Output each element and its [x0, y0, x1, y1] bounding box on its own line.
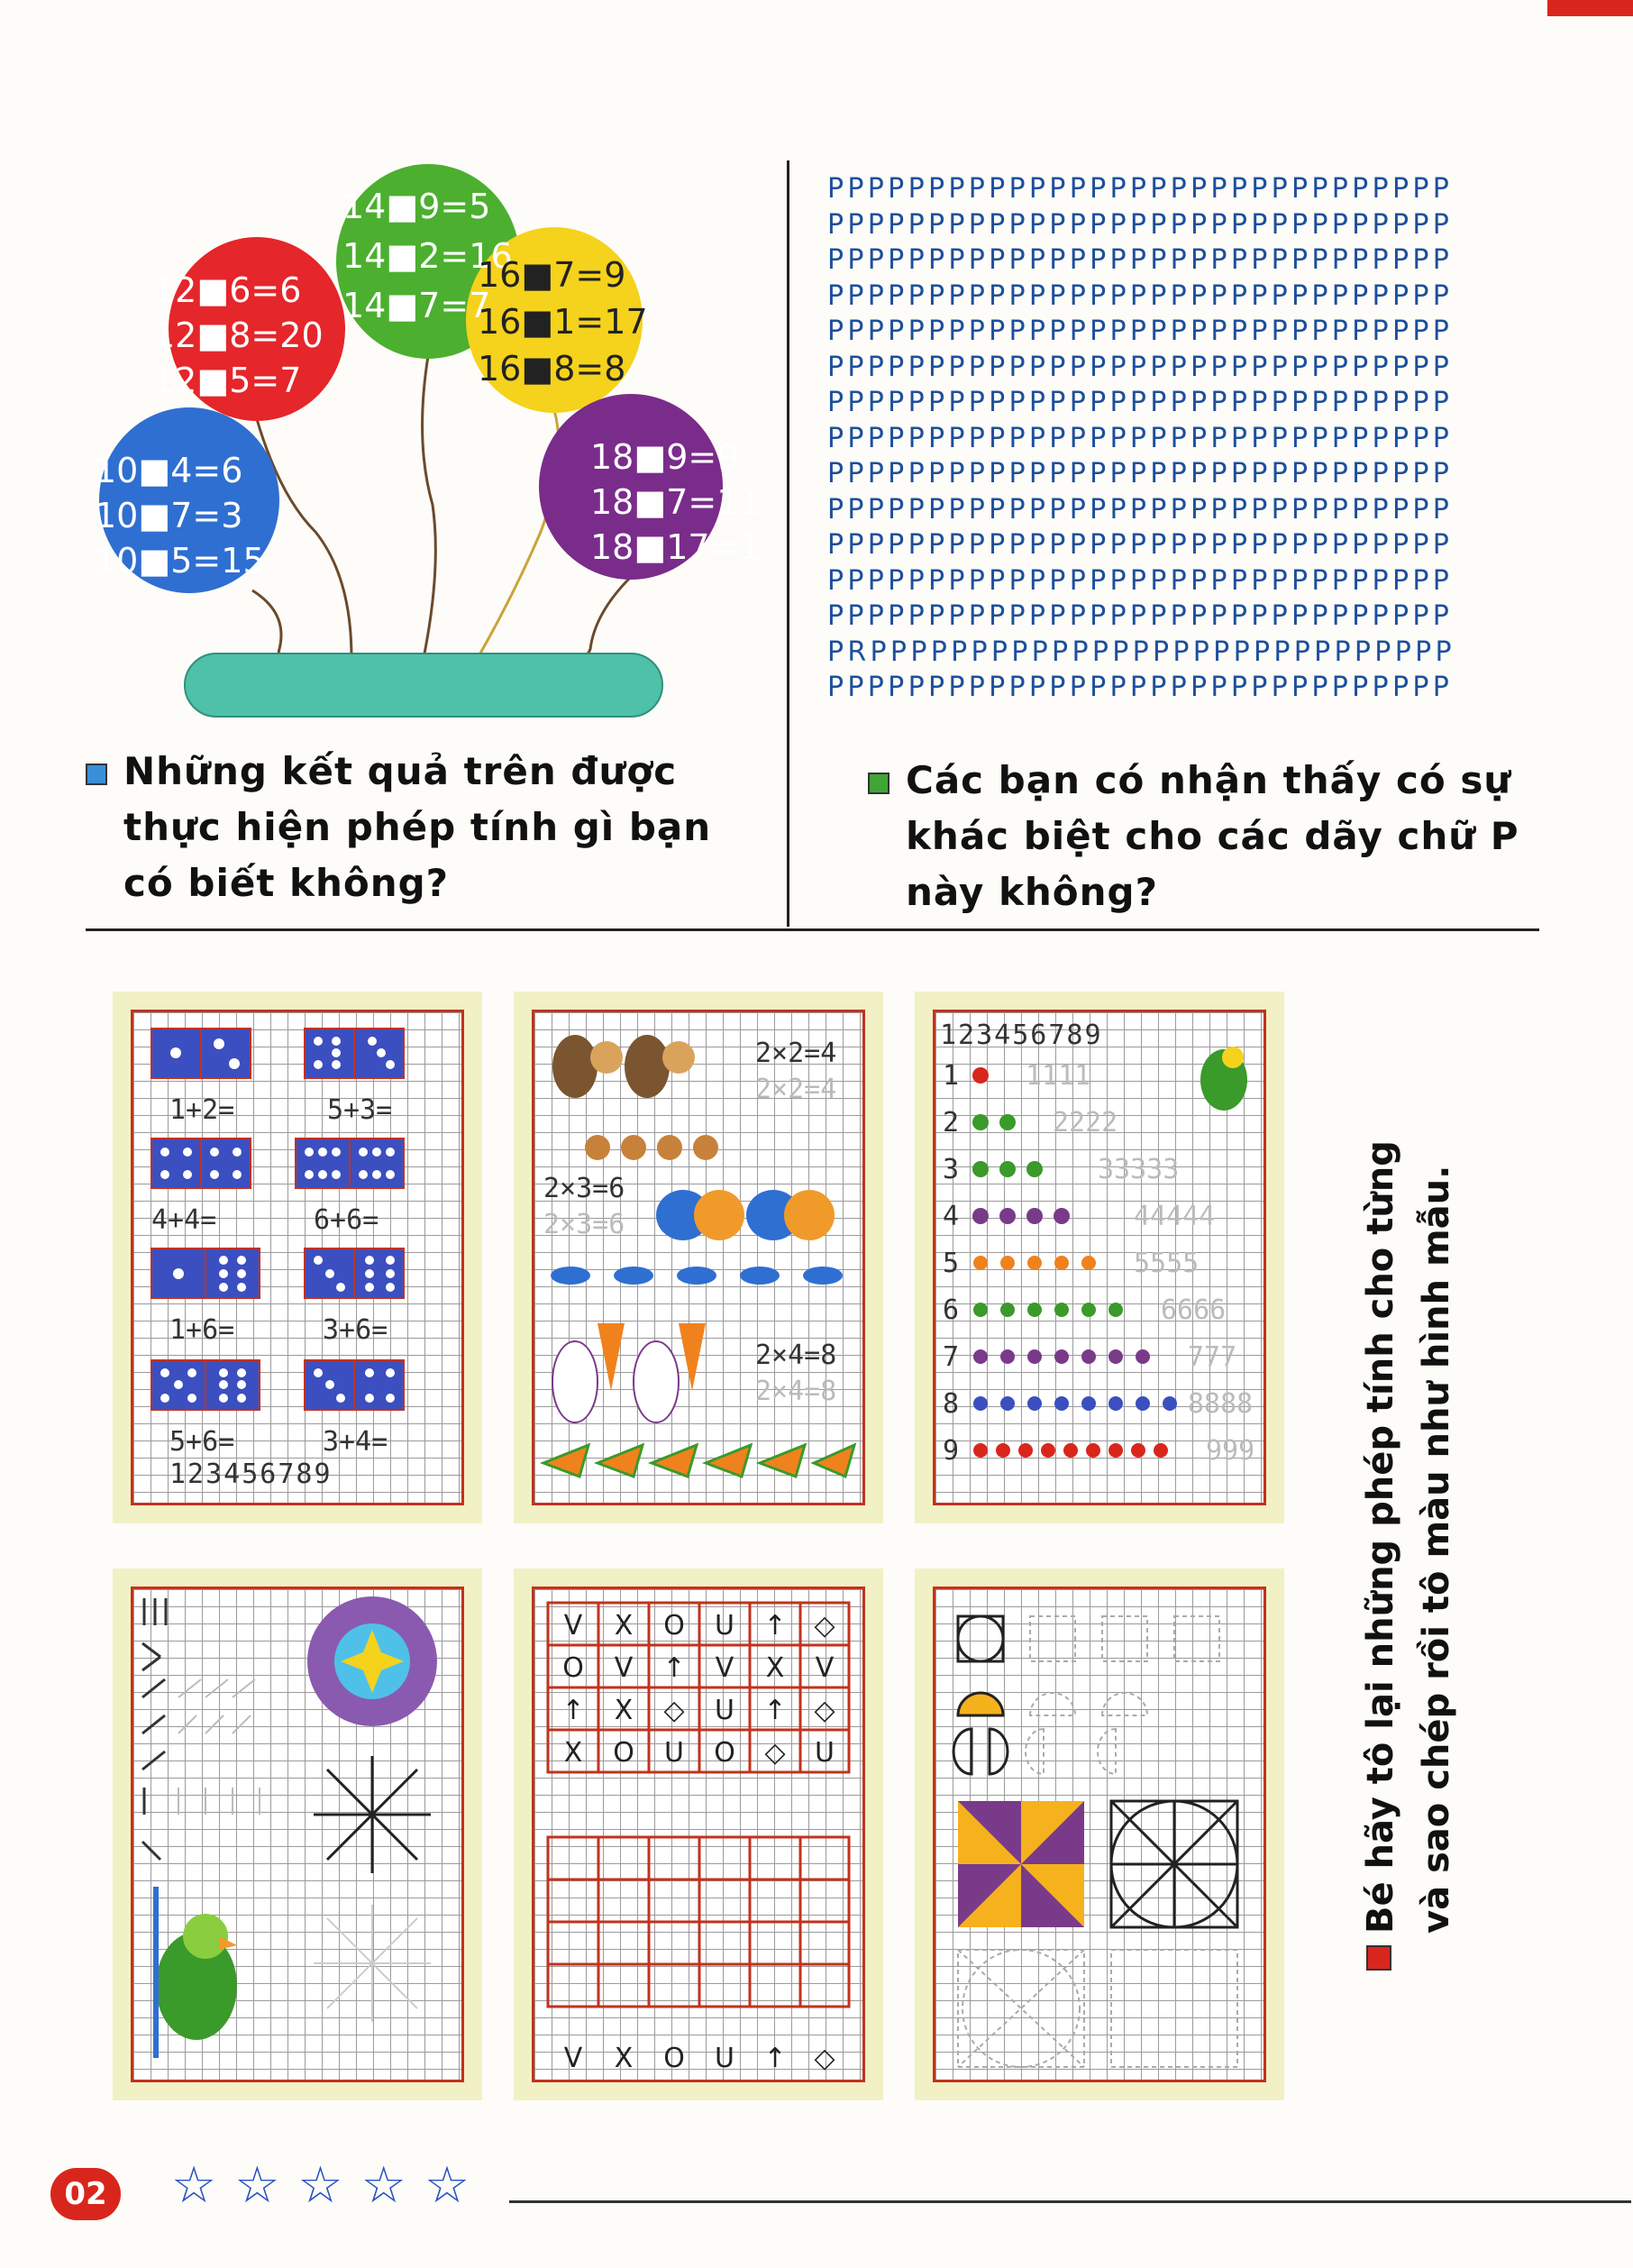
p-row: PPPPPPPPPPPPPPPPPPPPPPPPPPPPPPP	[827, 600, 1454, 632]
symbol: X	[614, 1695, 634, 1726]
yellow-eq-2: 16■1=17	[478, 302, 648, 342]
symbol: ◇	[814, 1610, 835, 1642]
symbol: ◇	[663, 1695, 685, 1726]
dominoes-drawing	[133, 1012, 461, 1503]
counting-drawing	[935, 1012, 1264, 1503]
row-label: 9	[943, 1435, 960, 1467]
symbol: O	[613, 1737, 634, 1769]
symbol: V	[614, 1652, 634, 1684]
symbol: U	[715, 1610, 734, 1642]
number-row: 123456789	[169, 1459, 333, 1490]
question-left	[86, 744, 771, 911]
row-trace: 44444	[1134, 1201, 1216, 1232]
equation-text: 2×4=8	[755, 1340, 837, 1371]
worksheet-symbols	[514, 1568, 883, 2100]
section-divider-left	[86, 928, 789, 931]
symbol: U	[815, 1737, 835, 1769]
p-row: PPPPPPPPPPPPPPPPPPPPPPPPPPPPPPP	[827, 279, 1454, 312]
exercise-text: 5+6=	[169, 1426, 235, 1458]
green-eq-1: 14■9=5	[342, 187, 491, 226]
row-trace: 6666	[1161, 1294, 1227, 1326]
row-trace: 8888	[1188, 1388, 1254, 1420]
symbol: ↑	[763, 1610, 787, 1642]
square-bullet-icon	[1367, 1946, 1391, 1970]
equation-trace: 2×4=8	[755, 1376, 837, 1407]
equation-trace: 2×3=6	[543, 1209, 625, 1240]
worksheet-animals	[514, 992, 883, 1523]
balloons-illustration	[54, 144, 775, 730]
purple-eq-3: 18■17=1	[590, 527, 761, 567]
p-row: PPPPPPPPPPPPPPPPPPPPPPPPPPPPPPP	[827, 244, 1454, 276]
exercise-text: 4+4=	[151, 1204, 217, 1236]
row-trace: 777	[1188, 1341, 1237, 1373]
question-right-line-3: này không?	[906, 870, 1158, 914]
blue-eq-2: 10■7=3	[95, 496, 243, 535]
symbol: U	[715, 2043, 734, 2074]
p-row: PPPPPPPPPPPPPPPPPPPPPPPPPPPPPPP	[827, 208, 1454, 241]
symbol: U	[664, 1737, 684, 1769]
square-bullet-icon	[86, 764, 107, 785]
row-label: 3	[943, 1154, 960, 1185]
equation-text: 2×3=6	[543, 1173, 625, 1204]
symbol: ↑	[561, 1695, 585, 1726]
question-right	[868, 753, 1553, 920]
row-trace: 999	[1206, 1435, 1255, 1467]
yellow-eq-3: 16■8=8	[478, 349, 626, 389]
green-eq-3: 14■7=7	[342, 286, 491, 325]
symbol: O	[663, 1610, 685, 1642]
row-label: 6	[943, 1294, 960, 1326]
star-pattern-colored	[307, 1596, 437, 1726]
patterns-drawing	[133, 1589, 461, 2080]
section-divider-right	[787, 928, 1539, 931]
exercise-text: 1+2=	[169, 1094, 235, 1126]
symbol: V	[815, 1652, 835, 1684]
purple-eq-1: 18■9=9	[590, 437, 739, 477]
pinwheel-colored	[958, 1801, 1084, 1927]
exercise-text: 3+6=	[323, 1314, 388, 1346]
instruction-text	[1343, 1127, 1487, 1974]
corner-accent	[1547, 0, 1633, 16]
symbol: ◇	[764, 1737, 786, 1769]
question-right-line-1: Các bạn có nhận thấy có sự	[906, 758, 1512, 802]
symbol: ↑	[662, 1652, 686, 1684]
footer-divider	[509, 2200, 1631, 2203]
red-eq-2: 12■8=20	[153, 316, 324, 355]
exercise-text: 6+6=	[314, 1204, 379, 1236]
worksheet-dominoes	[113, 992, 482, 1523]
p-row: PPPPPPPPPPPPPPPPPPPPPPPPPPPPPPP	[827, 529, 1454, 561]
purple-eq-2: 18■7=11	[590, 482, 761, 522]
exercise-text: 5+3=	[327, 1094, 393, 1126]
instruction-line-1: Bé hãy tô lại những phép tính cho từng ô	[1360, 1127, 1401, 1934]
question-left-line-1: Những kết quả trên được	[123, 749, 678, 793]
p-row: PRPPPPPPPPPPPPPPPPPPPPPPPPPPPPP	[827, 636, 1455, 668]
page-number-badge: 02	[50, 2168, 121, 2220]
symbol: X	[614, 2043, 634, 2074]
shapes-drawing	[935, 1589, 1264, 2080]
p-letter-grid	[827, 171, 1557, 706]
row-label: 4	[943, 1201, 960, 1232]
rating-stars-icon: ☆☆☆☆☆	[171, 2156, 488, 2215]
snowflake-pattern	[314, 1756, 431, 1873]
symbol: ◇	[814, 1695, 835, 1726]
row-label: 5	[943, 1248, 960, 1279]
row-trace: 5555	[1134, 1248, 1200, 1279]
exercise-text: 1+6=	[169, 1314, 235, 1346]
instruction-line-2: và sao chép rồi tô màu như hình mẫu.	[1416, 1165, 1457, 1934]
yellow-eq-1: 16■7=9	[478, 255, 626, 295]
p-row: PPPPPPPPPPPPPPPPPPPPPPPPPPPPPPP	[827, 493, 1454, 526]
p-row: PPPPPPPPPPPPPPPPPPPPPPPPPPPPPPP	[827, 316, 1454, 347]
worksheet-patterns	[113, 1568, 482, 2100]
section-divider-vertical	[787, 160, 789, 927]
balloon-stand	[185, 654, 662, 717]
p-row: PPPPPPPPPPPPPPPPPPPPPPPPPPPPPPP	[827, 672, 1454, 703]
symbol: X	[563, 1737, 583, 1769]
row-trace: 1111	[1026, 1060, 1091, 1092]
symbols-drawing	[534, 1589, 862, 2080]
symbol: U	[715, 1695, 734, 1726]
symbol: ◇	[814, 2043, 835, 2074]
p-row: PPPPPPPPPPPPPPPPPPPPPPPPPPPPPPP	[827, 458, 1454, 489]
symbol: V	[563, 2043, 583, 2074]
blue-eq-3: 10■5=15	[95, 541, 265, 581]
row-label: 7	[943, 1341, 960, 1373]
symbol: ↑	[763, 1695, 787, 1726]
p-row: PPPPPPPPPPPPPPPPPPPPPPPPPPPPPPP	[827, 387, 1454, 418]
red-eq-1: 12■6=6	[153, 270, 302, 310]
p-row: PPPPPPPPPPPPPPPPPPPPPPPPPPPPPPP	[827, 422, 1454, 454]
row-label: 2	[943, 1107, 960, 1139]
symbol: X	[765, 1652, 785, 1684]
equation-trace: 2×2=4	[755, 1074, 837, 1105]
blue-eq-1: 10■4=6	[95, 451, 243, 490]
p-row: PPPPPPPPPPPPPPPPPPPPPPPPPPPPPPP	[827, 351, 1454, 383]
question-left-line-2: thực hiện phép tính gì bạn	[123, 805, 712, 849]
parrot-illustration	[156, 1887, 237, 2058]
symbol: V	[563, 1610, 583, 1642]
worksheet-counting	[915, 992, 1284, 1523]
symbol: ↑	[763, 2043, 787, 2074]
animals-drawing	[534, 1012, 862, 1503]
exercise-text: 3+4=	[323, 1426, 388, 1458]
row-trace: 33333	[1098, 1154, 1180, 1185]
symbol: V	[715, 1652, 734, 1684]
row-trace: 2222	[1053, 1107, 1118, 1139]
question-right-line-2: khác biệt cho các dãy chữ P	[906, 814, 1519, 858]
red-eq-3: 12■5=7	[153, 361, 302, 400]
symbol: X	[614, 1610, 634, 1642]
symbol: O	[663, 2043, 685, 2074]
row-label: 1	[943, 1060, 960, 1092]
symbol: O	[714, 1737, 735, 1769]
p-row: PPPPPPPPPPPPPPPPPPPPPPPPPPPPPPP	[827, 564, 1454, 597]
square-bullet-icon	[868, 773, 889, 794]
equation-text: 2×2=4	[755, 1038, 837, 1069]
header-numbers: 123456789	[940, 1020, 1103, 1051]
symbol: O	[562, 1652, 584, 1684]
row-label: 8	[943, 1388, 960, 1420]
worksheet-shapes	[915, 1568, 1284, 2100]
p-row: PPPPPPPPPPPPPPPPPPPPPPPPPPPPPPP	[827, 173, 1454, 205]
green-eq-2: 14■2=16	[342, 236, 513, 276]
question-left-line-3: có biết không?	[123, 861, 450, 905]
